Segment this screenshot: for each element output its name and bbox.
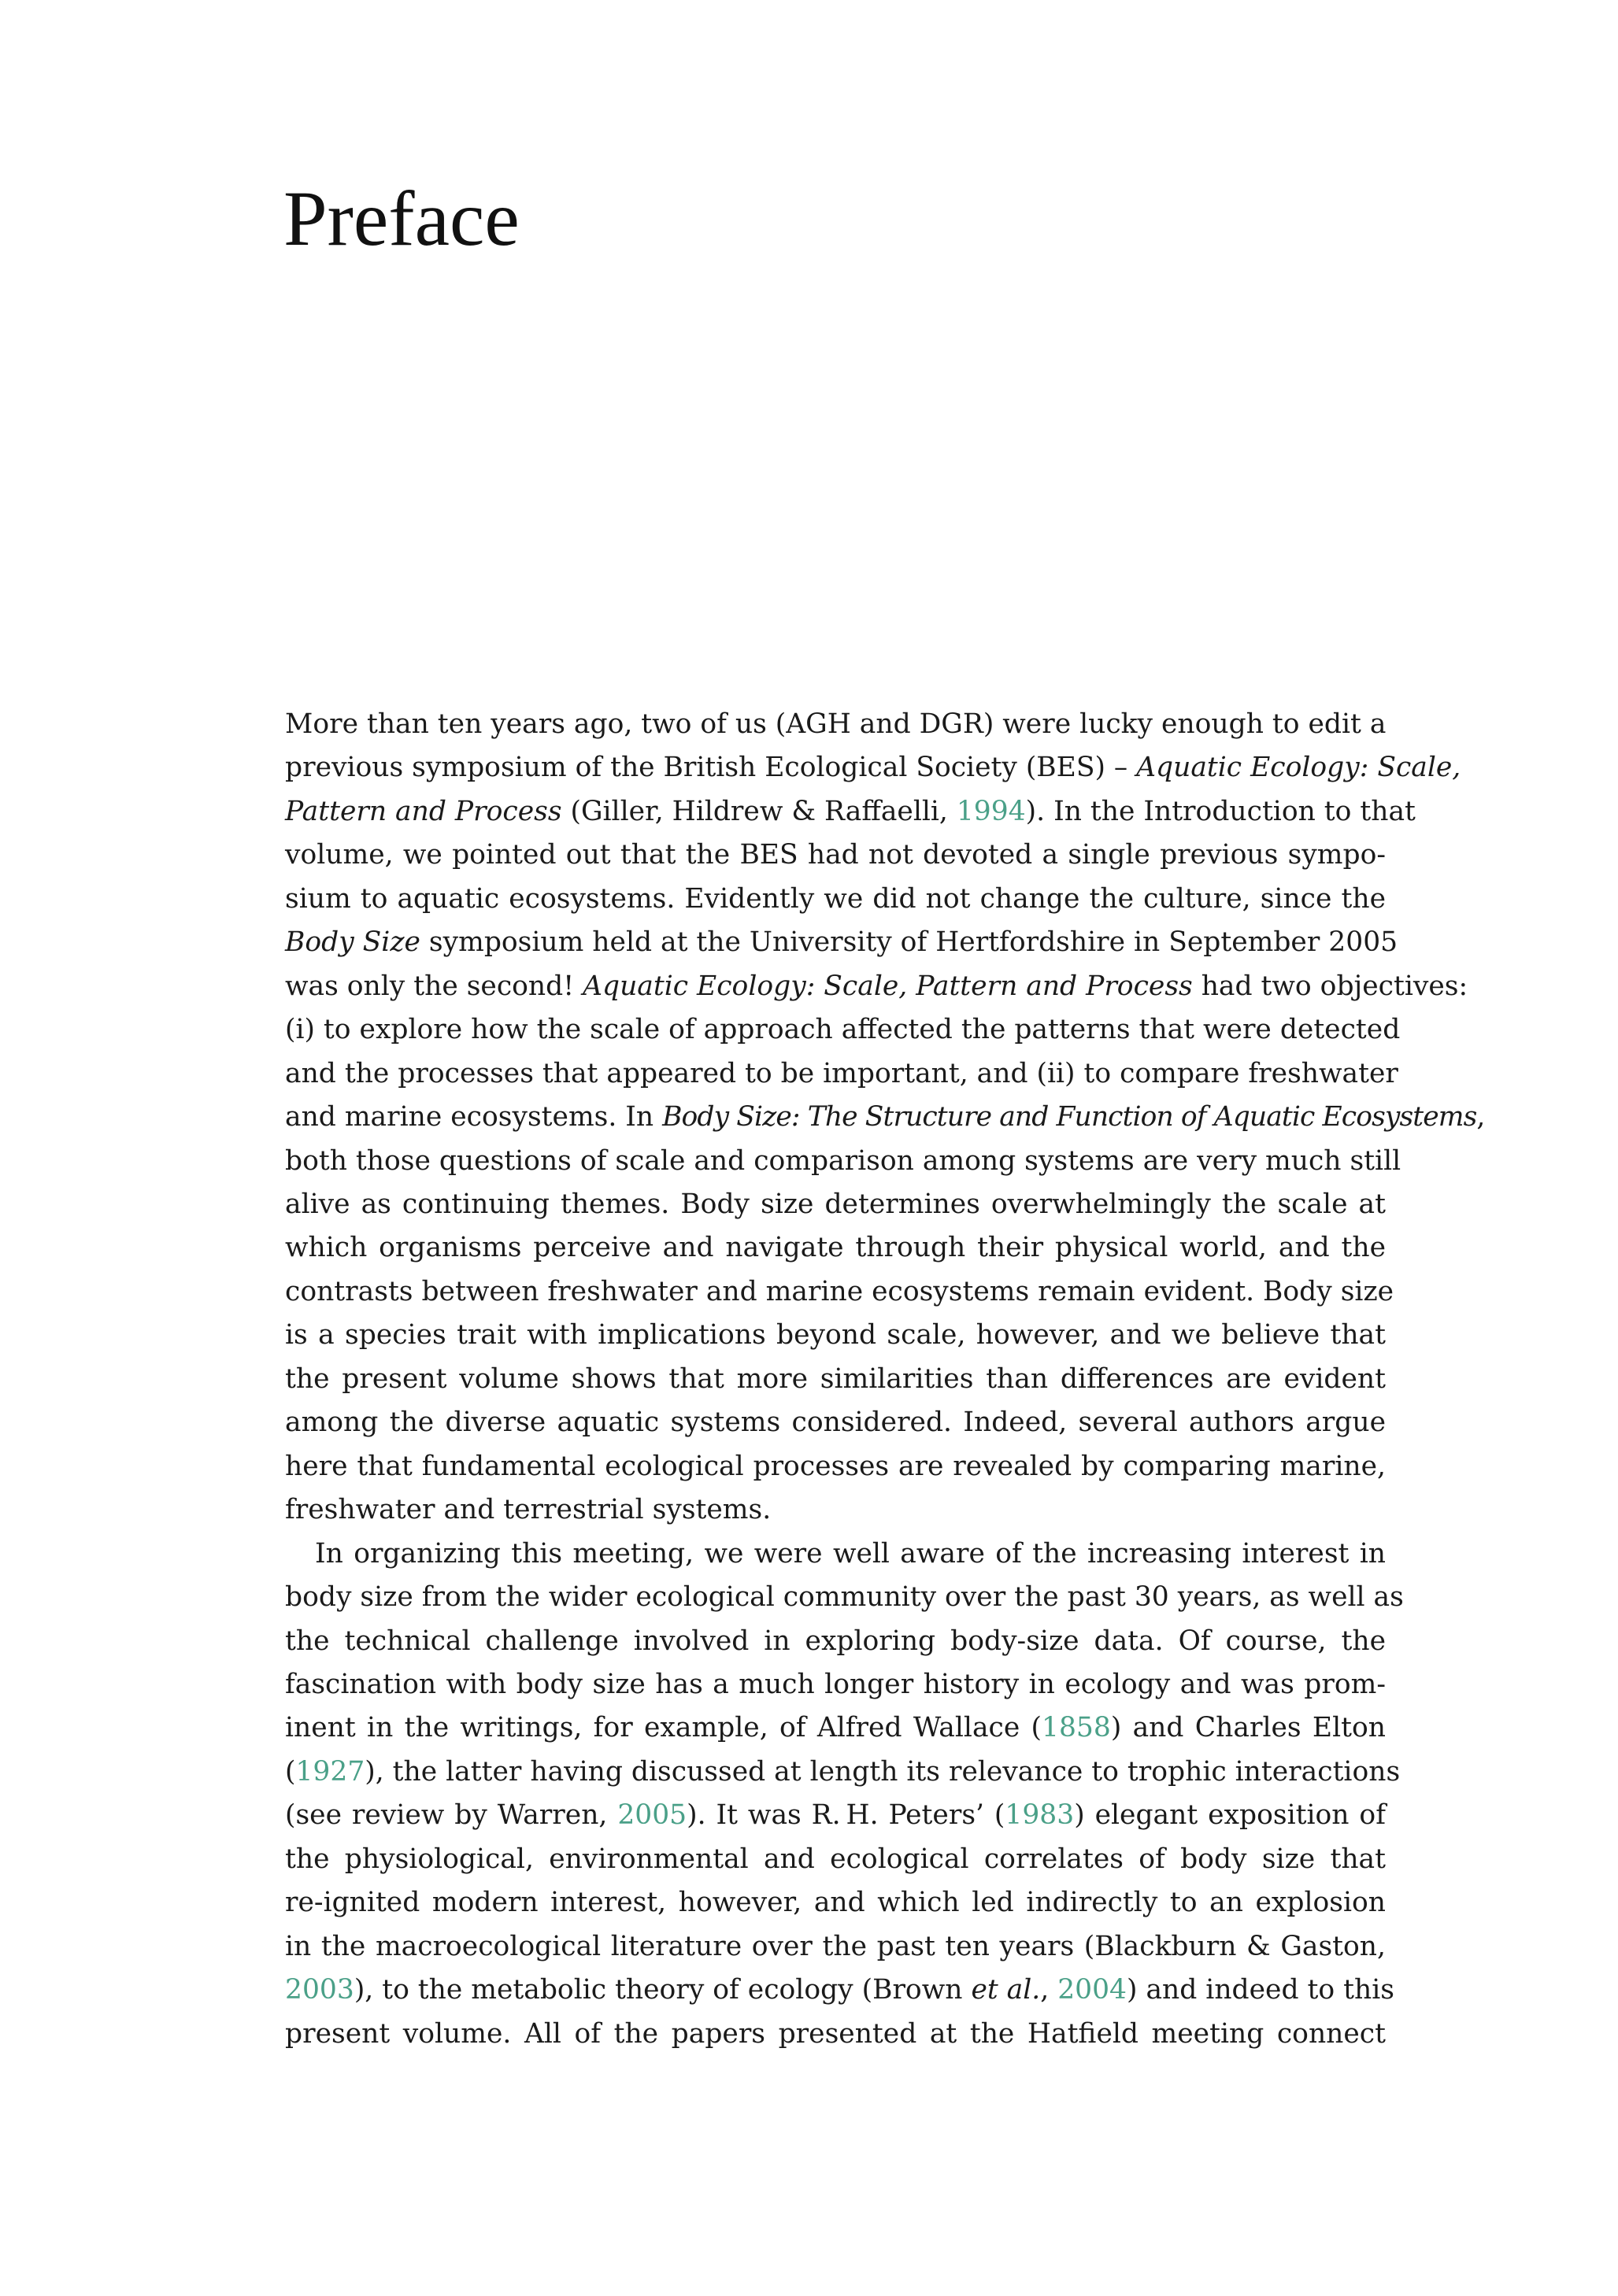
italic-title: Body Size — [285, 926, 420, 959]
text-line — [285, 1488, 1386, 1532]
text-run: both those questions of scale and comparison among systems are very much still — [285, 1144, 1401, 1177]
italic-title: Aquatic Ecology: Scale, — [1136, 752, 1461, 784]
text-line — [285, 1270, 1394, 1314]
text-line — [285, 1096, 1486, 1139]
italic-title: et al. — [971, 1974, 1041, 2006]
italic-title: Body Size: The Structure and Function of Aquatic Ecosystems — [662, 1101, 1477, 1133]
text-run: here that fundamental ecological processes are revealed by comparing marine, — [285, 1450, 1386, 1482]
text-run: ) and Charles Elton — [1110, 1712, 1386, 1744]
text-run: among the diverse aquatic systems considered. Indeed, several authors argue — [285, 1407, 1386, 1439]
text-run: symposium held at the University of Hertfordshire in September 2005 — [420, 926, 1398, 959]
text-line — [285, 1533, 1386, 1576]
text-run: ), the latter having discussed at length its relevance to trophic interactions — [365, 1755, 1401, 1788]
text-line — [285, 1401, 1386, 1444]
text-line — [285, 1663, 1386, 1706]
text-run: had two objectives: — [1192, 970, 1468, 1002]
text-run: and marine ecosystems. In — [285, 1101, 663, 1133]
text-run: ). It was R. H. Peters’ ( — [687, 1799, 1005, 1832]
text-line — [285, 1008, 1401, 1052]
citation-year-link[interactable]: 2005 — [617, 1799, 687, 1832]
text-line — [285, 1052, 1398, 1096]
paragraph — [285, 703, 1486, 1533]
text-run: , — [1040, 1974, 1058, 2006]
text-run: ). In the Introduction to that — [1025, 795, 1416, 827]
text-run: contrasts between freshwater and marine ecosystems remain evident. Body size — [285, 1275, 1394, 1307]
text-run: fascination with body size has a much longer history in ecology and was prom- — [285, 1668, 1386, 1700]
text-run: the physiological, environmental and ecological correlates of body size that — [285, 1843, 1386, 1875]
italic-title: Aquatic Ecology: Scale, Pattern and Process — [583, 970, 1193, 1002]
text-line — [285, 790, 1416, 834]
citation-year-link[interactable]: 2004 — [1057, 1974, 1127, 2006]
text-run: the present volume shows that more similarities than differences are evident — [285, 1362, 1386, 1395]
text-run: is a species trait with implications beyond scale, however, and we believe that — [285, 1319, 1386, 1351]
text-run: and the processes that appeared to be important, and (ii) to compare freshwater — [285, 1057, 1398, 1089]
text-line — [285, 1226, 1386, 1270]
text-run: In organizing this meeting, we were well aware of the increasing interest in — [315, 1537, 1386, 1569]
text-run: (Giller, Hildrew & Raffaelli, — [561, 795, 957, 827]
text-line — [285, 1838, 1386, 1881]
text-run: ( — [285, 1755, 296, 1788]
text-run: re-ignited modern interest, however, and which led indirectly to an explosion — [285, 1887, 1386, 1919]
text-line — [285, 2013, 1386, 2056]
citation-year-link[interactable]: 1858 — [1042, 1712, 1111, 1744]
text-line — [285, 1794, 1386, 1837]
text-line — [285, 1140, 1401, 1183]
text-line — [285, 1445, 1386, 1488]
text-line — [285, 1969, 1394, 2012]
text-line — [285, 746, 1461, 789]
text-line — [285, 1881, 1386, 1924]
text-run: was only the second! — [285, 970, 583, 1002]
citation-year-link[interactable]: 2003 — [285, 1974, 354, 2006]
text-run: which organisms perceive and navigate through their physical world, and the — [285, 1232, 1386, 1264]
italic-title: Pattern and Process — [285, 795, 562, 827]
text-run: previous symposium of the British Ecological Society (BES) – — [285, 752, 1137, 784]
text-line — [285, 1576, 1404, 1619]
text-line — [285, 1751, 1401, 1794]
text-run: ) elegant exposition of — [1074, 1799, 1386, 1832]
text-run: in the macroecological literature over the past ten years (Blackburn & Gaston, — [285, 1930, 1386, 1962]
text-line — [285, 921, 1398, 964]
text-line — [285, 1706, 1386, 1750]
text-line — [285, 1358, 1386, 1401]
text-run: (see review by Warren, — [285, 1799, 618, 1832]
text-run: , — [1476, 1101, 1486, 1133]
text-run: volume, we pointed out that the BES had not devoted a single previous sympo- — [285, 839, 1386, 871]
text-run: (i) to explore how the scale of approach affected the patterns that were detected — [285, 1014, 1401, 1046]
citation-year-link[interactable]: 1927 — [295, 1755, 365, 1788]
text-run: ) and indeed to this — [1127, 1974, 1394, 2006]
text-line — [285, 965, 1468, 1008]
text-line — [285, 1183, 1386, 1226]
text-run: alive as continuing themes. Body size determines overwhelmingly the scale at — [285, 1188, 1386, 1220]
text-run: body size from the wider ecological community over the past 30 years, as well as — [285, 1581, 1404, 1614]
text-run: freshwater and terrestrial systems. — [285, 1494, 772, 1526]
text-run: ), to the metabolic theory of ecology (Brown — [354, 1974, 972, 2006]
text-run: the technical challenge involved in exploring body-size data. Of course, the — [285, 1625, 1386, 1657]
text-run: present volume. All of the papers presented at the Hatfield meeting connect — [285, 2017, 1386, 2050]
paragraph — [285, 1533, 1404, 2056]
citation-year-link[interactable]: 1983 — [1005, 1799, 1075, 1832]
text-run: inent in the writings, for example, of Alfred Wallace ( — [285, 1712, 1042, 1744]
text-run: More than ten years ago, two of us (AGH and DGR) were lucky enough to edit a — [285, 708, 1387, 740]
body-text — [285, 703, 1486, 2056]
text-line — [285, 703, 1386, 746]
text-line — [285, 1925, 1386, 1969]
text-line — [285, 834, 1386, 877]
text-run: sium to aquatic ecosystems. Evidently we did not change the culture, since the — [285, 882, 1386, 915]
citation-year-link[interactable]: 1994 — [956, 795, 1026, 827]
text-line — [285, 1314, 1386, 1357]
page-title: Preface — [283, 175, 520, 262]
text-line — [285, 1620, 1386, 1663]
text-line — [285, 878, 1386, 921]
